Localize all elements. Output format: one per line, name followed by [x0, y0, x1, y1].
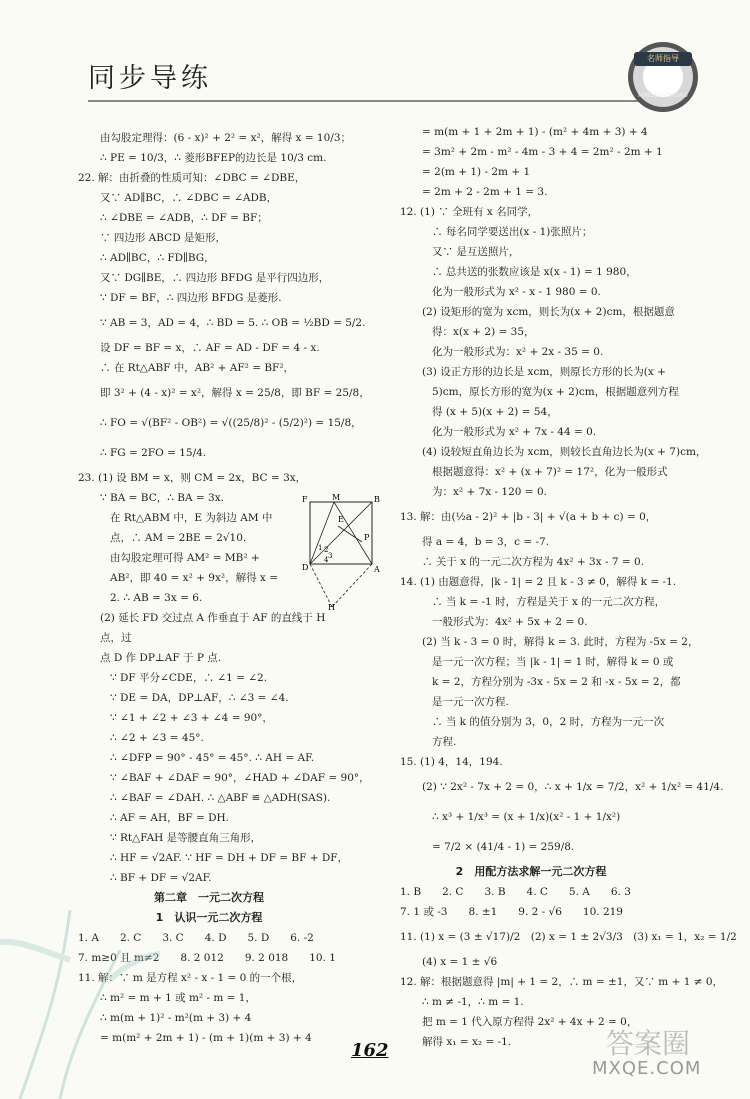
- header-title: 同步导练: [88, 63, 212, 94]
- text-line: 得 (x + 5)(x + 2) = 54，: [432, 406, 558, 418]
- text-line: 化为一般形式为 x² - x - 1 980 = 0.: [432, 286, 601, 298]
- answer-row: 1. A 2. C 3. C 4. D 5. D 6. -2: [78, 932, 314, 944]
- text-line: k = 2，方程分别为 -3x - 5x = 2 和 -x - 5x = 2，都: [432, 676, 681, 688]
- text-line: ∴ 总共送的张数应该是 x(x - 1) = 1 980，: [432, 266, 637, 278]
- text-line: ∵ ∠1 + ∠2 + ∠3 + ∠4 = 90°，: [110, 712, 273, 724]
- text-line: 又∵ DG∥BE，∴ 四边形 BFDG 是平行四边形，: [100, 272, 330, 284]
- text-line: 根据题意得：x² + (x + 7)² = 17²，化为一般形式: [432, 466, 668, 478]
- text-line: = 7/2 × (41/4 - 1) = 259/8.: [432, 841, 575, 853]
- svg-text:P: P: [364, 533, 370, 542]
- text-line: ∵ ∠BAF + ∠DAF = 90°，∠HAD + ∠DAF = 90°，: [110, 772, 370, 784]
- svg-text:1: 1: [318, 544, 323, 552]
- text-line: ∴ 当 k 的值分别为 3，0，2 时，方程为一元一次: [432, 716, 665, 728]
- text-line: 把 m = 1 代入原方程得 2x² + 4x + 2 = 0，: [422, 1016, 638, 1028]
- bamboo-decoration: [0, 870, 160, 1099]
- text-line: = 2m + 2 - 2m + 1 = 3.: [422, 186, 548, 198]
- text-line: ∴ AD∥BC，∴ FD∥BG，: [100, 252, 215, 264]
- text-line: 2. ∴ AB = 3x = 6.: [110, 592, 203, 604]
- text-line: 得：x(x + 2) = 35，: [432, 326, 535, 338]
- answer-row: 7. m≥0 且 m≠2 8. 2 012 9. 2 018 10. 1: [78, 952, 336, 964]
- text-line: ∵ DF 平分∠CDE，∴ ∠1 = ∠2.: [110, 672, 268, 684]
- text-line: 15. (1) 4，14，194.: [400, 756, 503, 768]
- text-line: 在 Rt△ABM 中，E 为斜边 AM 中: [110, 512, 273, 524]
- text-line: 5)cm，原长方形的宽为(x + 2)cm，根据题意列方程: [432, 386, 679, 398]
- text-line: ∴ 在 Rt△ABF 中，AB² + AF² = BF²，: [100, 362, 295, 374]
- page-number: 162: [351, 1040, 389, 1061]
- svg-text:M: M: [332, 493, 341, 502]
- text-line: ∴ m² = m + 1 或 m² - m = 1，: [100, 992, 256, 1004]
- text-line: ∴ BF + DF = √2AF.: [110, 872, 212, 884]
- text-line: 方程.: [432, 736, 457, 748]
- svg-text:2: 2: [324, 546, 329, 554]
- section-title: 1 认识一元二次方程: [155, 911, 263, 924]
- text-line: 又∵ AD∥BC，∴ ∠DBC = ∠ADB，: [100, 192, 278, 204]
- text-line: ∵ BA = BC，∴ BA = 3x.: [100, 492, 224, 504]
- text-line: = m(m + 1 + 2m + 1) - (m² + 4m + 3) + 4: [422, 126, 648, 138]
- watermark-url: MXQE.COM: [592, 1058, 702, 1079]
- svg-text:E: E: [338, 515, 344, 524]
- svg-text:3: 3: [328, 552, 333, 560]
- text-line: ∴ x³ + 1/x³ = (x + 1/x)(x² - 1 + 1/x²): [432, 811, 621, 823]
- text-line: 14. (1) 由题意得，|k - 1| = 2 且 k - 3 ≠ 0，解得 k = -1.: [400, 576, 677, 588]
- text-line: ∴ PE = 10/3，∴ 菱形BFEP的边长是 10/3 cm.: [100, 152, 327, 164]
- svg-text:A: A: [374, 565, 380, 574]
- text-line: ∴ ∠DBE = ∠ADB，∴ DF = BF；: [100, 212, 268, 224]
- text-line: (2) 延长 FD 交过点 A 作垂直于 AF 的直线于 H 点，过: [100, 612, 326, 644]
- text-line: ∵ Rt△FAH 是等腰直角三角形，: [110, 832, 262, 844]
- text-line: AB²，即 40 = x² + 9x²，解得 x =: [110, 572, 278, 584]
- text-line: 点 D 作 DP⊥AF 于 P 点.: [100, 652, 222, 664]
- text-line: 由勾股定理得：(6 - x)² + 2² = x²，解得 x = 10/3；: [100, 132, 352, 144]
- svg-text:4: 4: [324, 556, 329, 564]
- text-line: ∴ m(m + 1)² - m²(m + 3) + 4: [100, 1012, 252, 1024]
- text-line: 12. 解：根据题意得 |m| + 1 = 2，∴ m = ±1，又∵ m + 1 ≠ 0，: [400, 976, 724, 988]
- svg-text:F: F: [302, 495, 308, 504]
- text-line: 12. (1) ∵ 全班有 x 名同学，: [400, 206, 539, 218]
- text-line: 解得 x₁ = x₂ = -1.: [422, 1036, 512, 1048]
- text-line: = 2(m + 1) - 2m + 1: [422, 166, 531, 178]
- text-line: ∵ AB = 3，AD = 4，∴ BD = 5. ∴ OB = ½BD = 5/2.: [100, 317, 366, 329]
- text-line: 11. 解：∵ m 是方程 x² - x - 1 = 0 的一个根，: [78, 972, 303, 984]
- text-line: 化为一般形式为 x² + 7x - 44 = 0.: [432, 426, 597, 438]
- answer-row: 11. (1) x = (3 ± √17)/2 (2) x = 1 ± 2√3/3 (3) x₁ = 1，x₂ = 1/2: [400, 931, 737, 943]
- logo-subtext: MINGSHIZHIDAO: [638, 92, 688, 99]
- header-rule: [88, 100, 648, 102]
- page-header: [88, 56, 212, 95]
- text-line: 是一元一次方程.: [432, 696, 509, 708]
- text-line: (2) 设矩形的宽为 xcm，则长为(x + 2)cm，根据题意: [422, 306, 675, 318]
- watermark-text: 答案圈: [606, 1027, 691, 1060]
- text-line: 由勾股定理可得 AM² = MB² +: [110, 552, 260, 564]
- logo-text: 名师指导: [634, 52, 692, 66]
- text-line: (2) 当 k - 3 = 0 时，解得 k = 3. 此时，方程为 -5x = 2，: [422, 636, 699, 648]
- answer-row: 1. B 2. C 3. B 4. C 5. A 6. 3: [400, 886, 631, 898]
- text-line: 一般形式为：4x² + 5x + 2 = 0.: [432, 616, 588, 628]
- text-line: ∵ 四边形 ABCD 是矩形，: [100, 232, 226, 244]
- geometry-figure: [302, 492, 382, 610]
- text-line: ∴ FO = √(BF² - OB²) = √((25/8)² - (5/2)²) = 15/8，: [100, 417, 362, 429]
- text-line: 得 a = 4，b = 3，c = -7.: [422, 536, 550, 548]
- text-line: 即 3² + (4 - x)² = x²，解得 x = 25/8，即 BF = 25/8，: [100, 387, 370, 399]
- text-line: ∴ ∠BAF = ∠DAH. ∴ △ABF ≌ △ADH(SAS). ∴ AF = AH，BF = DH.: [110, 792, 331, 824]
- text-line: 23. (1) 设 BM = x，则 CM = 2x，BC = 3x，: [78, 472, 307, 484]
- text-line: 是一元一次方程；当 |k - 1| = 1 时，解得 k = 0 或: [432, 656, 674, 668]
- text-line: 为：x² + 7x - 120 = 0.: [432, 486, 547, 498]
- text-line: = 3m² + 2m - m² - 4m - 3 + 4 = 2m² - 2m + 1: [422, 146, 663, 158]
- text-line: ∴ 关于 x 的一元二次方程为 4x² + 3x - 7 = 0.: [422, 556, 645, 568]
- text-line: ∴ HF = √2AF. ∵ HF = DH + DF = BF + DF，: [110, 852, 349, 864]
- text-line: ∴ FG = 2FO = 15/4.: [100, 447, 207, 459]
- text-line: ∵ DE = DA，DP⊥AF，∴ ∠3 = ∠4.: [110, 692, 289, 704]
- text-line: (2) ∵ 2x² - 7x + 2 = 0，∴ x + 1/x = 7/2，x² + 1/x² = 41/4.: [422, 781, 724, 793]
- svg-text:D: D: [302, 563, 309, 572]
- text-line: ∵ DF = BF，∴ 四边形 BFDG 是菱形.: [100, 292, 282, 304]
- answer-row: (4) x = 1 ± √6: [422, 956, 498, 968]
- text-line: 22. 解：由折叠的性质可知：∠DBC = ∠DBE，: [78, 172, 306, 184]
- text-line: (4) 设较短直角边长为 xcm，则较长直角边长为(x + 7)cm，: [422, 446, 707, 458]
- text-line: = m(m² + 2m + 1) - (m + 1)(m + 3) + 4: [100, 1032, 312, 1044]
- answer-row: 7. 1 或 -3 8. ±1 9. 2 - √6 10. 219: [400, 906, 623, 918]
- chapter-title: 第二章 一元二次方程: [154, 891, 264, 904]
- text-line: 点，∴ AM = 2BE = 2√10.: [110, 532, 247, 544]
- text-line: ∴ 当 k = -1 时，方程是关于 x 的一元二次方程，: [432, 596, 666, 608]
- text-line: ∴ ∠DFP = 90° - 45° = 45°. ∴ AH = AF.: [110, 752, 315, 764]
- svg-text:H: H: [328, 603, 335, 610]
- text-line: (3) 设正方形的边长是 xcm，则原长方形的长为(x +: [422, 366, 666, 378]
- text-line: 设 DF = BF = x，∴ AF = AD - DF = 4 - x.: [100, 342, 320, 354]
- svg-text:B: B: [374, 495, 380, 504]
- text-line: ∴ ∠2 + ∠3 = 45°.: [110, 732, 204, 744]
- publisher-logo: [628, 42, 698, 112]
- section-title: 2 用配方法求解一元二次方程: [455, 865, 607, 878]
- text-line: 化为一般形式为：x² + 2x - 35 = 0.: [432, 346, 604, 358]
- text-line: 13. 解：由(½a - 2)² + |b - 3| + √(a + b + c) = 0，: [400, 511, 657, 523]
- text-line: 又∵ 是互送照片，: [432, 246, 520, 258]
- text-line: ∴ m ≠ -1，∴ m = 1.: [422, 996, 524, 1008]
- text-line: ∴ 每名同学要送出(x - 1)张照片；: [432, 226, 593, 238]
